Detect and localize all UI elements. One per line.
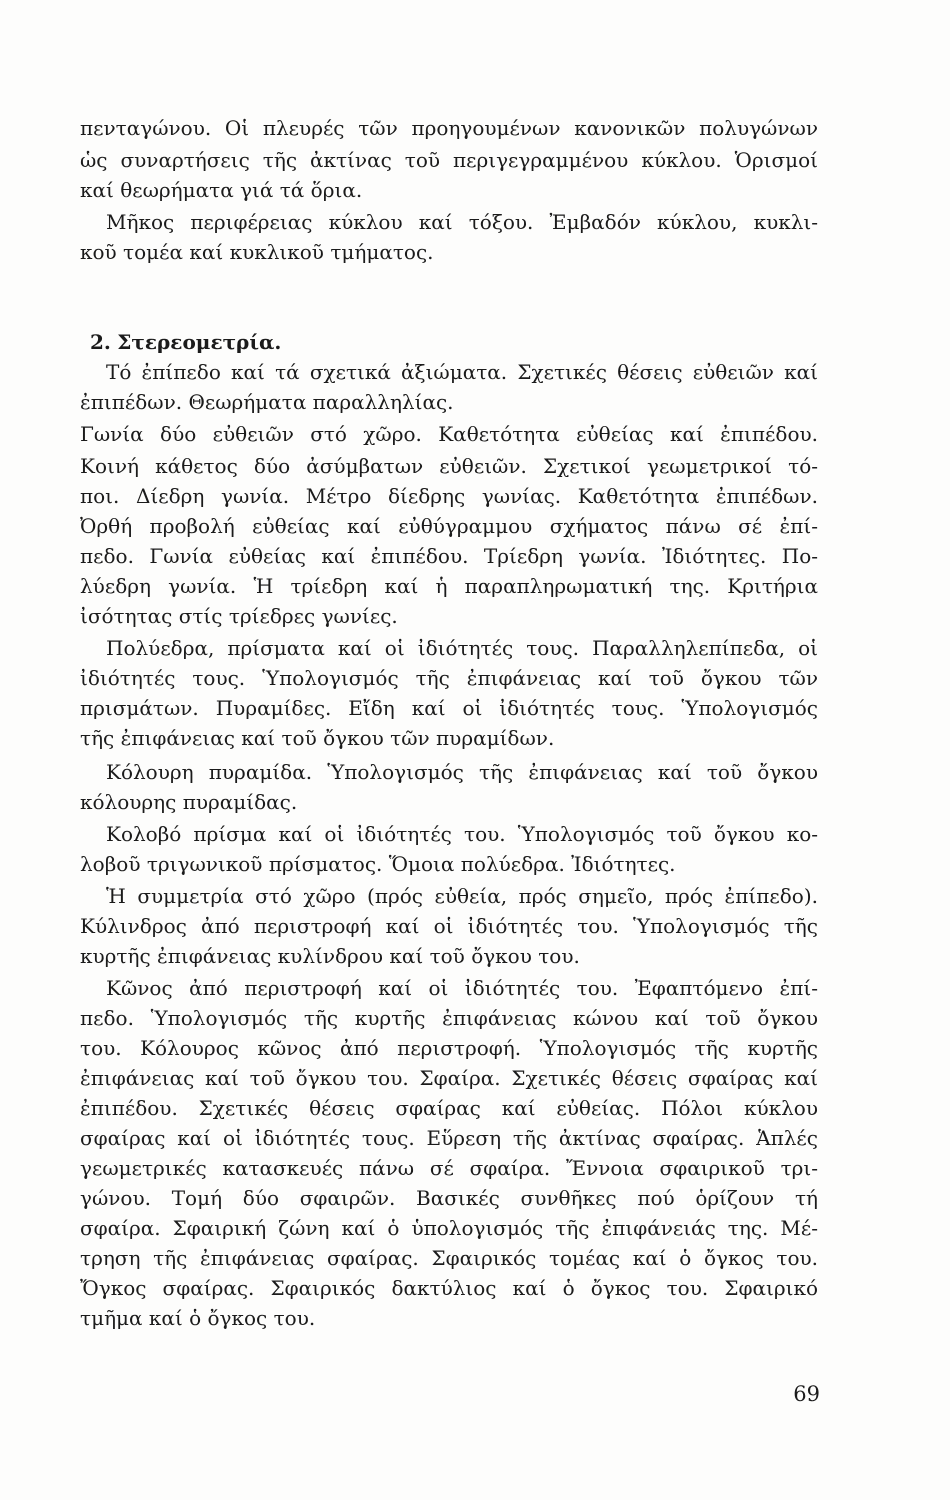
text-line: λοβοῦ τριγωνικοῦ πρίσματος. Ὅμοια πολύεδρα. Ἰδιότητες. (80, 852, 676, 876)
text-line: πεδο. Ὑπολογισμός τῆς κυρτῆς ἐπιφάνειας κώνου καί τοῦ ὄγκου (80, 1006, 818, 1030)
text-line: Πολύεδρα, πρίσματα καί οἱ ἰδιότητές τους. Παραλληλεπίπεδα, οἱ (106, 636, 818, 660)
text-line: κοῦ τομέα καί κυκλικοῦ τμήματος. (80, 240, 434, 264)
text-line: πρισμάτων. Πυραμίδες. Εἴδη καί οἱ ἰδιότητές τους. Ὑπολογισμός (80, 696, 818, 720)
text-line: Ὄγκος σφαίρας. Σφαιρικός δακτύλιος καί ὁ ὄγκος του. Σφαιρικό (80, 1276, 818, 1300)
section-title: Στερεομετρία. (117, 330, 282, 354)
text-line: τμῆμα καί ὁ ὄγκος του. (80, 1306, 316, 1330)
text-line: ἰδιότητές τους. Ὑπολογισμός τῆς ἐπιφάνειας καί τοῦ ὄγκου τῶν (80, 666, 818, 690)
text-line: καί θεωρήματα γιά τά ὅρια. (80, 178, 363, 202)
text-line: γώνου. Τομή δύο σφαιρῶν. Βασικές συνθῆκες πού ὁρίζουν τή (80, 1186, 818, 1210)
section-number: 2. (90, 330, 111, 354)
text-line: Κύλινδρος ἀπό περιστροφή καί οἱ ἰδιότητές του. Ὑπολογισμός τῆς (80, 914, 818, 938)
text-line: ἐπιπέδων. Θεωρήματα παραλληλίας. (80, 390, 454, 414)
text-line: κυρτῆς ἐπιφάνειας κυλίνδρου καί τοῦ ὄγκου του. (80, 944, 580, 968)
text-line: ἐπιφάνειας καί τοῦ ὄγκου του. Σφαίρα. Σχετικές θέσεις σφαίρας καί (80, 1066, 818, 1090)
text-line: λύεδρη γωνία. Ἡ τρίεδρη καί ἡ παραπληρωματική της. Κριτήρια (80, 574, 818, 598)
text-line: πεδο. Γωνία εὐθείας καί ἐπιπέδου. Τρίεδρη γωνία. Ἰδιότητες. Πο- (80, 544, 818, 568)
text-line: ὡς συναρτήσεις τῆς ἀκτίνας τοῦ περιγεγραμμένου κύκλου. Ὁρισμοί (80, 148, 818, 172)
text-line: Γωνία δύο εὐθειῶν στό χῶρο. Καθετότητα εὐθείας καί ἐπιπέδου. (80, 422, 818, 446)
page-number: 69 (793, 1382, 820, 1406)
section-heading (90, 328, 818, 356)
text-line: ἰσότητας στίς τρίεδρες γωνίες. (80, 604, 398, 628)
text-line: Τό ἐπίπεδο καί τά σχετικά ἀξιώματα. Σχετικές θέσεις εὐθειῶν καί (106, 360, 818, 384)
text-line: Ἡ συμμετρία στό χῶρο (πρός εὐθεία, πρός σημεῖο, πρός ἐπίπεδο). (106, 884, 818, 908)
text-line: σφαίρας καί οἱ ἰδιότητές τους. Εὕρεση τῆς ἀκτίνας σφαίρας. Ἁπλές (80, 1126, 818, 1150)
text-line: Κολοβό πρίσμα καί οἱ ἰδιότητές του. Ὑπολογισμός τοῦ ὄγκου κο- (106, 822, 818, 846)
text-line: ποι. Δίεδρη γωνία. Μέτρο δίεδρης γωνίας. Καθετότητα ἐπιπέδων. (80, 484, 818, 508)
text-line: Κῶνος ἀπό περιστροφή καί οἱ ἰδιότητές του. Ἐφαπτόμενο ἐπί- (106, 976, 818, 1000)
text-line: γεωμετρικές κατασκευές πάνω σέ σφαίρα. Ἔννοια σφαιρικοῦ τρι- (80, 1156, 818, 1180)
text-line: τρηση τῆς ἐπιφάνειας σφαίρας. Σφαιρικός τομέας καί ὁ ὄγκος του. (80, 1246, 818, 1270)
text-line: κόλουρης πυραμίδας. (80, 790, 298, 814)
text-line: ἐπιπέδου. Σχετικές θέσεις σφαίρας καί εὐθείας. Πόλοι κύκλου (80, 1096, 818, 1120)
text-line: σφαίρα. Σφαιρική ζώνη καί ὁ ὑπολογισμός τῆς ἐπιφάνειάς της. Μέ- (80, 1216, 818, 1240)
text-line: του. Κόλουρος κῶνος ἀπό περιστροφή. Ὑπολογισμός τῆς κυρτῆς (80, 1036, 818, 1060)
text-line: πενταγώνου. Οἱ πλευρές τῶν προηγουμένων κανονικῶν πολυγώνων (80, 116, 818, 140)
text-line: Μῆκος περιφέρειας κύκλου καί τόξου. Ἐμβαδόν κύκλου, κυκλι- (106, 210, 818, 234)
text-line: Κόλουρη πυραμίδα. Ὑπολογισμός τῆς ἐπιφάνειας καί τοῦ ὄγκου (106, 760, 818, 784)
text-line: Ὀρθή προβολή εὐθείας καί εὐθύγραμμου σχήματος πάνω σέ ἐπί- (80, 514, 818, 538)
text-line: τῆς ἐπιφάνειας καί τοῦ ὄγκου τῶν πυραμίδων. (80, 726, 555, 750)
text-line: Κοινή κάθετος δύο ἀσύμβατων εὐθειῶν. Σχετικοί γεωμετρικοί τό- (80, 454, 818, 478)
